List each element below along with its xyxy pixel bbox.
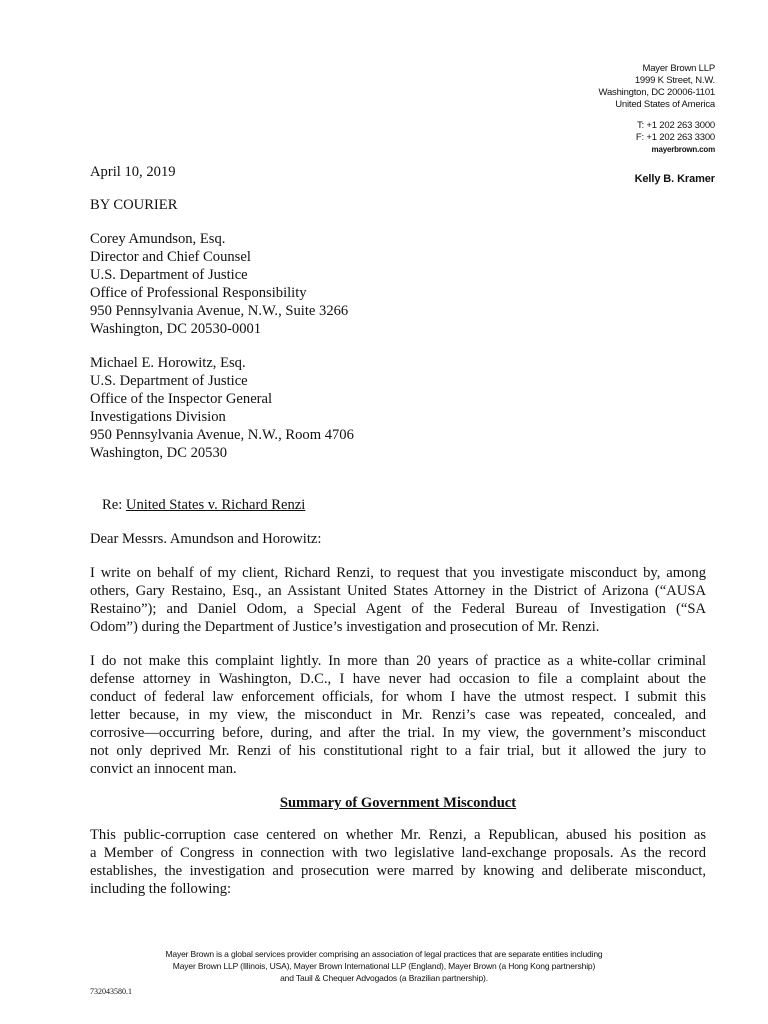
salutation: Dear Messrs. Amundson and Horowitz: [90,531,322,547]
address-line: Washington, DC 20530-0001 [90,321,262,337]
delivery-method: BY COURIER [90,197,178,213]
footer-line: Mayer Brown is a global services provider comprising an association of legal practices that are separate entities including [165,949,603,959]
paragraph-line: conduct of federal law enforcement officials, for whom I have the utmost respect. I submit this [90,689,706,705]
letter-body [90,163,706,898]
paragraph-summary [90,826,706,898]
paragraph-line: convict an innocent man. [90,761,237,777]
firm-phone: T: +1 202 263 3000 [636,120,715,131]
address-line: Washington, DC 20530 [90,445,228,461]
recipient-address-2 [90,354,706,462]
paragraph-line: others, Gary Restaino, Esq., an Assistant United States Attorney in the District of Arizona (“AUSA [90,583,706,599]
paragraph-line: corrosive—occurring before, during, and after the trial. In my view, the government’s misconduct [90,725,706,741]
re-line [90,496,706,514]
paragraph-line: I do not make this complaint lightly. In more than 20 years of practice as a white-collar criminal [90,653,706,669]
address-line: Corey Amundson, Esq. [90,231,226,247]
paragraph-line: a Member of Congress in connection with two legislative land-exchange proposals. As the record [90,845,706,861]
paragraph-intro [90,564,706,636]
firm-name: Mayer Brown LLP [642,63,715,74]
footer-disclaimer [0,948,768,984]
firm-country: United States of America [615,99,715,110]
letterhead [599,63,715,156]
paragraph-line: I write on behalf of my client, Richard Renzi, to request that you investigate misconduct by, among [90,565,706,581]
address-line: Office of Professional Responsibility [90,285,307,301]
re-prefix: Re: [102,497,126,513]
paragraph-line: Odom”) during the Department of Justice’s investigation and prosecution of Mr. Renzi. [90,619,600,635]
paragraph-line: defense attorney in Washington, D.C., I have never had occasion to file a complaint about the [90,671,706,687]
address-line: 950 Pennsylvania Avenue, N.W., Suite 3266 [90,303,349,319]
firm-website: mayerbrown.com [651,145,715,154]
case-name: United States v. Richard Renzi [125,497,306,513]
section-heading: Summary of Government Misconduct [279,795,517,811]
address-line: Director and Chief Counsel [90,249,251,265]
address-line: 950 Pennsylvania Avenue, N.W., Room 4706 [90,427,354,443]
signer-name: Kelly B. Kramer [634,173,715,185]
paragraph-line: letter because, in my view, the misconduct in Mr. Renzi’s case was repeated, concealed, and [90,707,706,723]
footer-line: Mayer Brown LLP (Illinois, USA), Mayer Brown International LLP (England), Mayer Brown (a Hong Kong partnership) [172,961,596,971]
firm-fax: F: +1 202 263 3300 [635,132,715,143]
paragraph-complaint [90,652,706,778]
firm-city: Washington, DC 20006-1101 [598,87,715,98]
document-id: 732043580.1 [90,987,132,996]
recipient-address-1 [90,230,706,338]
address-line: U.S. Department of Justice [90,373,248,389]
paragraph-line: Restaino”); and Daniel Odom, a Special Agent of the Federal Bureau of Investigation (“SA [90,601,706,617]
letter-date: April 10, 2019 [90,164,176,180]
paragraph-line: including the following: [90,881,232,897]
address-line: Office of the Inspector General [90,391,273,407]
paragraph-line: This public-corruption case centered on whether Mr. Renzi, a Republican, abused his position as [90,827,706,843]
address-line: Michael E. Horowitz, Esq. [90,355,246,371]
firm-street: 1999 K Street, N.W. [634,75,715,86]
address-line: U.S. Department of Justice [90,267,248,283]
footer-line: and Tauil & Chequer Advogados (a Brazilian partnership). [280,973,488,983]
paragraph-line: not only deprived Mr. Renzi of his constitutional right to a fair trial, but it allowed the jury to [90,743,706,759]
paragraph-line: establishes, the investigation and prosecution were marred by knowing and deliberate misconduct, [90,863,706,879]
address-line: Investigations Division [90,409,226,425]
